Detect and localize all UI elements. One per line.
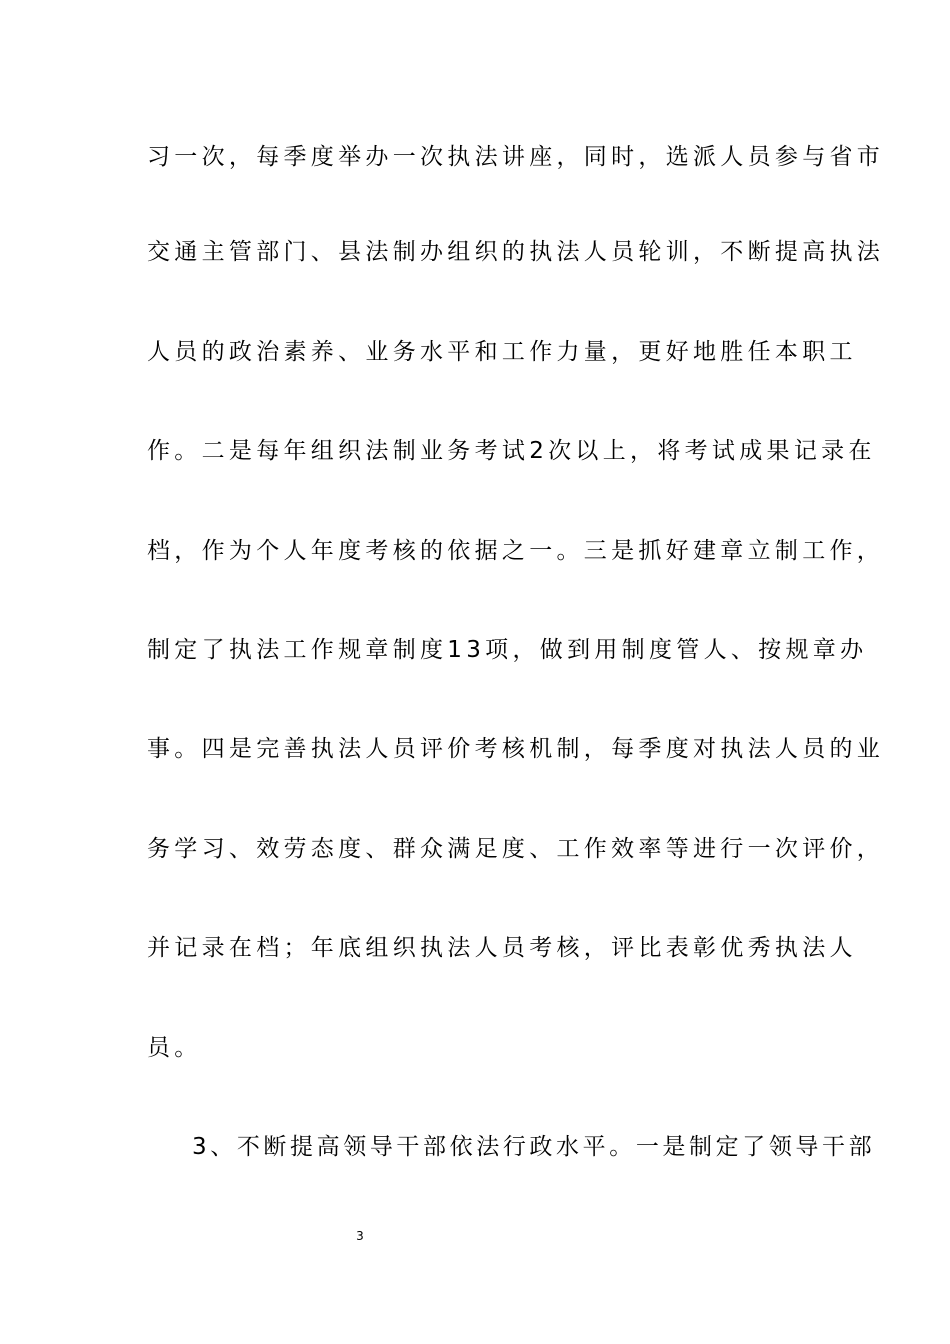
body-text-line: 并记录在档；年底组织执法人员考核，评比表彰优秀执法人: [147, 935, 857, 961]
body-text-line: 档，作为个人年度考核的依据之一。三是抓好建章立制工作，: [147, 538, 885, 564]
body-text-line: 事。四是完善执法人员评价考核机制，每季度对执法人员的业: [147, 736, 885, 762]
paragraph-heading-line: 3、不断提高领导干部依法行政水平。一是制定了领导干部: [192, 1134, 876, 1160]
body-text-line: 员。: [147, 1035, 202, 1061]
body-text-line: 务学习、效劳态度、群众满足度、工作效率等进行一次评价，: [147, 836, 885, 862]
body-text-line: 作。二是每年组织法制业务考试2次以上，将考试成果记录在: [147, 438, 876, 464]
body-text-line: 人员的政治素养、业务水平和工作力量，更好地胜任本职工: [147, 339, 857, 365]
page-number: 3: [356, 1229, 364, 1243]
body-text-line: 习一次，每季度举办一次执法讲座，同时，选派人员参与省市: [147, 144, 885, 170]
body-text-line: 制定了执法工作规章制度13项，做到用制度管人、按规章办: [147, 637, 868, 663]
body-text-line: 交通主管部门、县法制办组织的执法人员轮训，不断提高执法: [147, 239, 885, 265]
